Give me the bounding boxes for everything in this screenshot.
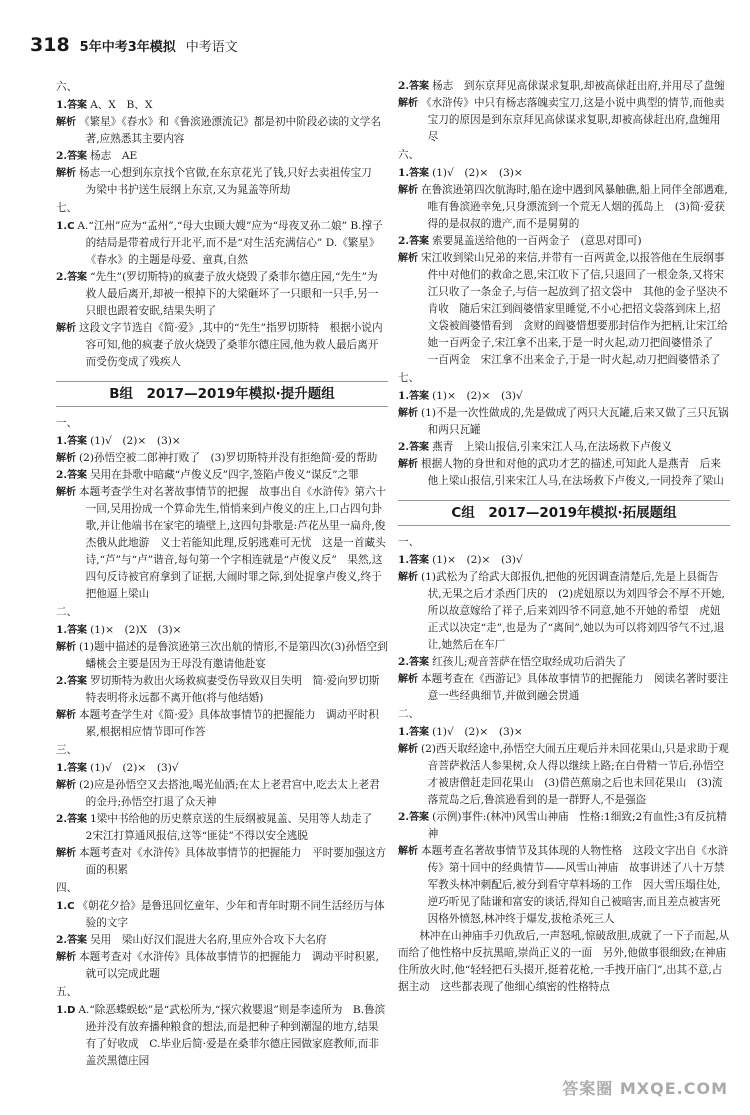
line-text: 宋江收到梁山兄弟的来信,并带有一百两黄金,以报答他在生辰纲事件中对他们的救命之恩,宋江收下了信,只退回了一根金条,又将宋江只收了一条金子,与信一起放到了招文袋中 其他的金子坚决不肯收 随后宋江到阎婆惜家里睡觉,不小心把招文袋落到床上,招文袋被阎婆惜看到 贪财的阎婆惜想要那封信作为把柄,让宋江给她一百两金子,宋江拿不出来,于是一时火起,动刀把阎婆惜杀了 一百两金 宋江拿不出来金子,于是一时火起,动刀把阎婆惜杀了 [421, 252, 728, 366]
line-text: A.“江州”应为“孟州”,“母大虫顾大嫂”应为“母夜叉孙二娘” B.撑子的结局是带着成行开北平,而不是“对生活充满信心” D.《繁星》《春水》的主题是母爱、童真,自然 [77, 220, 383, 266]
explanation-line [398, 182, 730, 233]
analysis-tag: 解析 [398, 744, 418, 755]
question-number: 1. [398, 726, 410, 738]
answer-tag: 答案 [67, 676, 88, 687]
answer-line [398, 388, 730, 405]
answer-line [56, 622, 388, 639]
answer-tag: 答案 [67, 100, 88, 111]
analysis-tag: 解析 [398, 459, 418, 470]
section-number: 七、 [398, 372, 420, 384]
section-number: 五、 [56, 986, 78, 998]
answer-tag: 答案 [409, 657, 430, 668]
explanation-line [398, 250, 730, 369]
section-number: 二、 [56, 606, 78, 618]
line-text: 罗切斯特为救出火场救疯妻受伤导致双目失明 简·爱向罗切斯特表明将永远都不离开他(将与他结婚) [85, 675, 380, 704]
line-text: (1)题中描述的是鲁滨逊第三次出航的情形,不是第四次(3)孙悟空到蟠桃会主要是因为王母没有邀请他赴宴 [79, 641, 388, 670]
analysis-tag: 解析 [398, 674, 418, 685]
answer-line [398, 439, 730, 456]
answer-tag: 答案 [409, 81, 430, 92]
group-heading [56, 379, 388, 409]
question-number: 1. [56, 900, 68, 912]
line-text: 红孩儿;观音菩萨在悟空取经成功后消失了 [432, 656, 627, 668]
watermark-logo: 答案圈 MXQE.COM [562, 1079, 728, 1098]
line-text: (1)√ (2)× (3)√ [90, 762, 179, 774]
answer-line [398, 165, 730, 182]
analysis-tag: 解析 [56, 453, 76, 464]
explanation-line [56, 320, 388, 371]
line-text: 本题考查对《水浒传》具体故事情节的把握能力 调动平时积累,就可以完成此题 [79, 951, 379, 980]
analysis-tag: 解析 [56, 952, 76, 963]
answer-tag: C [67, 221, 75, 232]
line-text: (示例)事件:(林冲)风雪山神庙 性格:1细致;2有血性;3有反抗精神 [427, 811, 727, 840]
analysis-tag: 解析 [56, 642, 76, 653]
answer-tag: 答案 [409, 391, 430, 402]
paragraph: 林冲在山神庙手刃仇敌后,一声怒吼,惊破敌胆,成就了一下子而起,从而给了他性格中反抗黑暗,崇尚正义的一面 另外,他做事很细致;在神庙住所放火时,他“轻轻把石头掇开,挺着花枪,一手拽开庙门”,出其不意,占据主动 这些都表现了他细心缜密的性格特点 [398, 930, 730, 993]
left-column [56, 78, 388, 1070]
answer-line [56, 218, 388, 269]
question-number: 2. [56, 675, 68, 687]
line-text: 本题考查学生对名著故事情节的把握 故事出自《水浒传》第六十一回,吴用扮成一个算命先生,悄悄来到卢俊义的庄上,口占四句卦歌,并让他端书在家宅的墙壁上,这四句卦歌是:芦花丛里一扁舟,俊杰俄从此地游 义士若能知此理,反躬逃难可无忧 这是一首藏头诗,“芦”与“卢”谐音,每句第一个字相连就是“卢俊义反” 果然,这四句反诗被官府拿到了证据,大闹时罪之际,到处捉拿卢俊义,终于把他逼上梁山 [79, 486, 387, 600]
answer-tag: 答案 [409, 236, 430, 247]
section-number: 四、 [56, 882, 78, 894]
question-number: 2. [56, 934, 68, 946]
question-number: 1. [56, 220, 68, 232]
line-text: (1)不是一次性做成的,先是做成了两只大瓦罐,后来又做了三只瓦锅和两只瓦罐 [421, 407, 729, 436]
explanation-line [56, 845, 388, 879]
answer-tag: 答案 [67, 151, 88, 162]
answer-line [56, 811, 388, 845]
line-text: (2)西天取经途中,孙悟空大闹五庄观后并未回花果山,只是求助于观音菩萨救活人参果树,众人得以继续上路;在白骨精一节后,孙悟空才被唐僧赶走回花果山 (3)借芭蕉扇之后也未回花果山 (3)流落荒岛之后,鲁滨逊看到的是一群野人,不是强盗 [421, 743, 729, 806]
answer-line [56, 673, 388, 707]
group-heading [398, 498, 730, 528]
answer-line [56, 932, 388, 949]
question-number: 1. [398, 390, 410, 402]
answer-line [398, 78, 730, 95]
line-text: 本题考查对《水浒传》具体故事情节的把握能力 平时要加强这方面的积累 [79, 847, 387, 876]
line-text: 杨志 到东京拜见高俅谋求复职,却被高俅赶出府,并用尽了盘缠 [432, 80, 725, 92]
answer-line [56, 1002, 388, 1070]
line-text: A、X B、X [90, 99, 153, 111]
question-number: 2. [398, 656, 410, 668]
explanation-line [56, 639, 388, 673]
line-text: 杨志 AE [90, 150, 138, 162]
line-text: 索要晁盖送给他的一百两金子 (意思对即可) [432, 235, 642, 247]
answer-tag: 答案 [409, 168, 430, 179]
answer-tag: C [67, 901, 75, 912]
question-number: 2. [398, 235, 410, 247]
answer-tag: 答案 [67, 470, 88, 481]
question-number: 1. [398, 554, 410, 566]
question-number: 2. [56, 469, 68, 481]
line-text: 《朝花夕拾》是鲁迅回忆童年、少年和青年时期不同生活经历与体验的文字 [77, 900, 385, 929]
analysis-tag: 解析 [56, 117, 76, 128]
section-number: 六、 [398, 149, 420, 161]
answer-line [56, 898, 388, 932]
subject-label: 中考语文 [185, 40, 238, 55]
line-text: (1)√ (2)× (3)× [432, 726, 523, 738]
question-number: 2. [398, 811, 410, 823]
question-number: 2. [56, 150, 68, 162]
line-text: 吴用 梁山好汉们混进大名府,里应外合攻下大名府 [90, 934, 327, 946]
line-text: (1)武松为了给武大郎报仇,把他的死因调查清楚后,先是上县衙告状,无果之后才杀西门庆的 (2)虎妞原以为刘四爷会不厚不开她,所以故意嫁给了祥子,后来刘四爷不同意,她不开她的希望 虎妞正式以决定“走”,也是为了“离间”,她以为可以将刘四爷气不过,退让,她然后在车厂 [421, 571, 725, 651]
analysis-tag: 解析 [398, 408, 418, 419]
line-text: 《繁星》《春水》和《鲁滨逊漂流记》都是初中阶段必读的文学名著,应熟悉其主要内容 [79, 116, 381, 145]
explanation-line [56, 949, 388, 983]
explanation-line [398, 671, 730, 705]
explanation-line [398, 456, 730, 490]
answer-line [56, 269, 388, 320]
analysis-tag: 解析 [56, 848, 76, 859]
section-number: 一、 [398, 536, 420, 548]
line-text: 本题考查在《西游记》具体故事情节的把握能力 阅读名著时要注意一些经典细节,并做到融会贯通 [421, 673, 729, 702]
explanation-line [398, 843, 730, 928]
line-text: (1)√ (2)× (3)× [90, 435, 181, 447]
page-header [30, 34, 238, 60]
explanation-line [56, 450, 388, 467]
line-text: 《水浒传》中只有杨志落魄卖宝刀,这是小说中典型的情节,而他卖宝刀的原因是到东京拜见高俅谋求复职,却被高俅赶出府,盘缠用尽 [421, 97, 725, 143]
answer-line [56, 760, 388, 777]
answer-tag: 答案 [67, 272, 88, 283]
line-text: (1)× (2)X (3)× [90, 624, 182, 636]
explanation-line [56, 484, 388, 603]
question-number: 1. [56, 624, 68, 636]
explanation-line [56, 707, 388, 741]
answer-line [56, 433, 388, 450]
group-title: B组 2017—2019年模拟·提升题组 [101, 386, 343, 403]
analysis-tag: 解析 [56, 780, 76, 791]
section-number: 二、 [398, 708, 420, 720]
explanation-line [398, 741, 730, 809]
question-number: 2. [56, 271, 68, 283]
line-text: (1)√ (2)× (3)× [432, 167, 523, 179]
answer-line [56, 97, 388, 114]
line-text: 在鲁滨逊第四次航海时,船在途中遇到风暴触礁,船上同伴全部遇难,唯有鲁滨逊幸免,只身漂流到一个荒无人烟的孤岛上 (3)简·爱获得的是叔叔的遗产,而不是舅舅的 [421, 184, 728, 230]
line-text: (2)孙悟空被二郎神打败了 (3)罗切斯特并没有拒绝简·爱的帮助 [79, 452, 378, 464]
line-text: 杨志一心想到东京找个官做,在东京花光了钱,只好去卖祖传宝刀 为梁中书护送生辰纲上东京,又为晁盖等所劫 [79, 167, 383, 196]
answer-tag: 答案 [409, 727, 430, 738]
question-number: 2. [56, 813, 68, 825]
answer-tag: 答案 [409, 555, 430, 566]
answer-line [56, 467, 388, 484]
question-number: 1. [56, 1004, 68, 1016]
book-title: 5年中考3年模拟 [79, 40, 176, 55]
line-text: 1梁中书给他的历史蔡京送的生辰纲被晁盖、吴用等人劫走了 2宋江打算通风报信,这等“匪徒”不得以安全逃脱 [85, 813, 383, 842]
explanation-line [56, 777, 388, 811]
section-number: 六、 [56, 81, 78, 93]
line-text: 燕青 上梁山报信,引来宋江人马,在法场救下卢俊义 [432, 441, 672, 453]
answer-line [398, 552, 730, 569]
analysis-tag: 解析 [398, 846, 418, 857]
question-number: 1. [56, 99, 68, 111]
line-text: 根据人物的身世和对他的武功才艺的描述,可知此人是燕青 后来他上梁山报信,引来宋江人马,在法场救下卢俊义,一同投奔了梁山 [421, 458, 724, 487]
answer-line [398, 654, 730, 671]
answer-tag: 答案 [67, 763, 88, 774]
section-number: 七、 [56, 202, 78, 214]
analysis-tag: 解析 [56, 323, 76, 334]
answer-tag: 答案 [67, 935, 88, 946]
answer-line [56, 148, 388, 165]
answer-tag: 答案 [409, 442, 430, 453]
explanation-line [398, 405, 730, 439]
question-number: 1. [56, 435, 68, 447]
explanation-line [56, 165, 388, 199]
line-text: 本题考查学生对《简·爱》具体故事情节的把握能力 调动平时积累,根据相应情节即可作答 [79, 709, 379, 738]
answer-tag: 答案 [67, 814, 88, 825]
answer-line [398, 233, 730, 250]
line-text: A.“除恶蝶蜈蚣”是“武松所为,“探穴救婴退”则是李逵所为 B.鲁滨逊并没有放弃播种粮食的想法,而是把种子种到潮湿的地方,结果有了好收成 C.毕业后简·爱是在桑菲尔德庄园做家庭教师,而非盖茨黑德庄园 [78, 1004, 386, 1067]
answer-line [398, 809, 730, 843]
analysis-tag: 解析 [398, 98, 418, 109]
line-text: “先生”(罗切斯特)的疯妻子放火烧毁了桑菲尔德庄园,“先生”为救人最后离开,却被一根掉下的大梁砸坏了一只眼和一只手,另一只眼也跟着安眠,结果失明了 [85, 271, 379, 317]
line-text: 吴用在卦歌中暗藏“卢俊义反”四字,签陷卢俊义“谋反”之罪 [90, 469, 359, 481]
group-title: C组 2017—2019年模拟·拓展题组 [443, 505, 684, 522]
question-number: 2. [398, 441, 410, 453]
line-text: (1)× (2)× (3)√ [432, 554, 523, 566]
question-number: 1. [56, 762, 68, 774]
question-number: 2. [398, 80, 410, 92]
analysis-tag: 解析 [398, 572, 418, 583]
analysis-tag: 解析 [56, 710, 76, 721]
answer-tag: 答案 [67, 625, 88, 636]
section-number: 三、 [56, 744, 78, 756]
explanation-line [56, 114, 388, 148]
section-number: 一、 [56, 417, 78, 429]
analysis-tag: 解析 [398, 253, 418, 264]
line-text: 本题考查名著故事情节及其体现的人物性格 这段文字出自《水浒传》第十回中的经典情节——风雪山神庙 故事讲述了八十万禁军教头林冲刺配后,被分到看守草料场的工作 因大雪压塌住处,逆巧听见了陆谦和富安的谈话,得知自己被暗害,而且差点被害死 因格外愤怒,林冲终于爆发,拔枪杀死三人 [421, 845, 732, 925]
explanation-line [398, 569, 730, 654]
line-text: 这段文字节选自《简·爱》,其中的“先生”指罗切斯特 根据小说内容可知,他的疯妻子放火烧毁了桑菲尔德庄园,他为救人最后离开而受伤变成了残疾人 [79, 322, 383, 368]
line-text: (2)应是孙悟空又去搭池,喝光仙酒;在太上老君宫中,吃去太上老君的金丹;孙悟空打退了众天神 [79, 779, 380, 808]
answer-line [398, 724, 730, 741]
analysis-tag: 解析 [56, 487, 76, 498]
explanation-line [398, 95, 730, 146]
answer-tag: D [67, 1005, 76, 1016]
analysis-tag: 解析 [56, 168, 76, 179]
page-number: 318 [30, 34, 70, 56]
analysis-tag: 解析 [398, 185, 418, 196]
right-column [398, 78, 730, 996]
line-text: (1)× (2)× (3)√ [432, 390, 523, 402]
answer-tag: 答案 [409, 812, 430, 823]
answer-tag: 答案 [67, 436, 88, 447]
question-number: 1. [398, 167, 410, 179]
